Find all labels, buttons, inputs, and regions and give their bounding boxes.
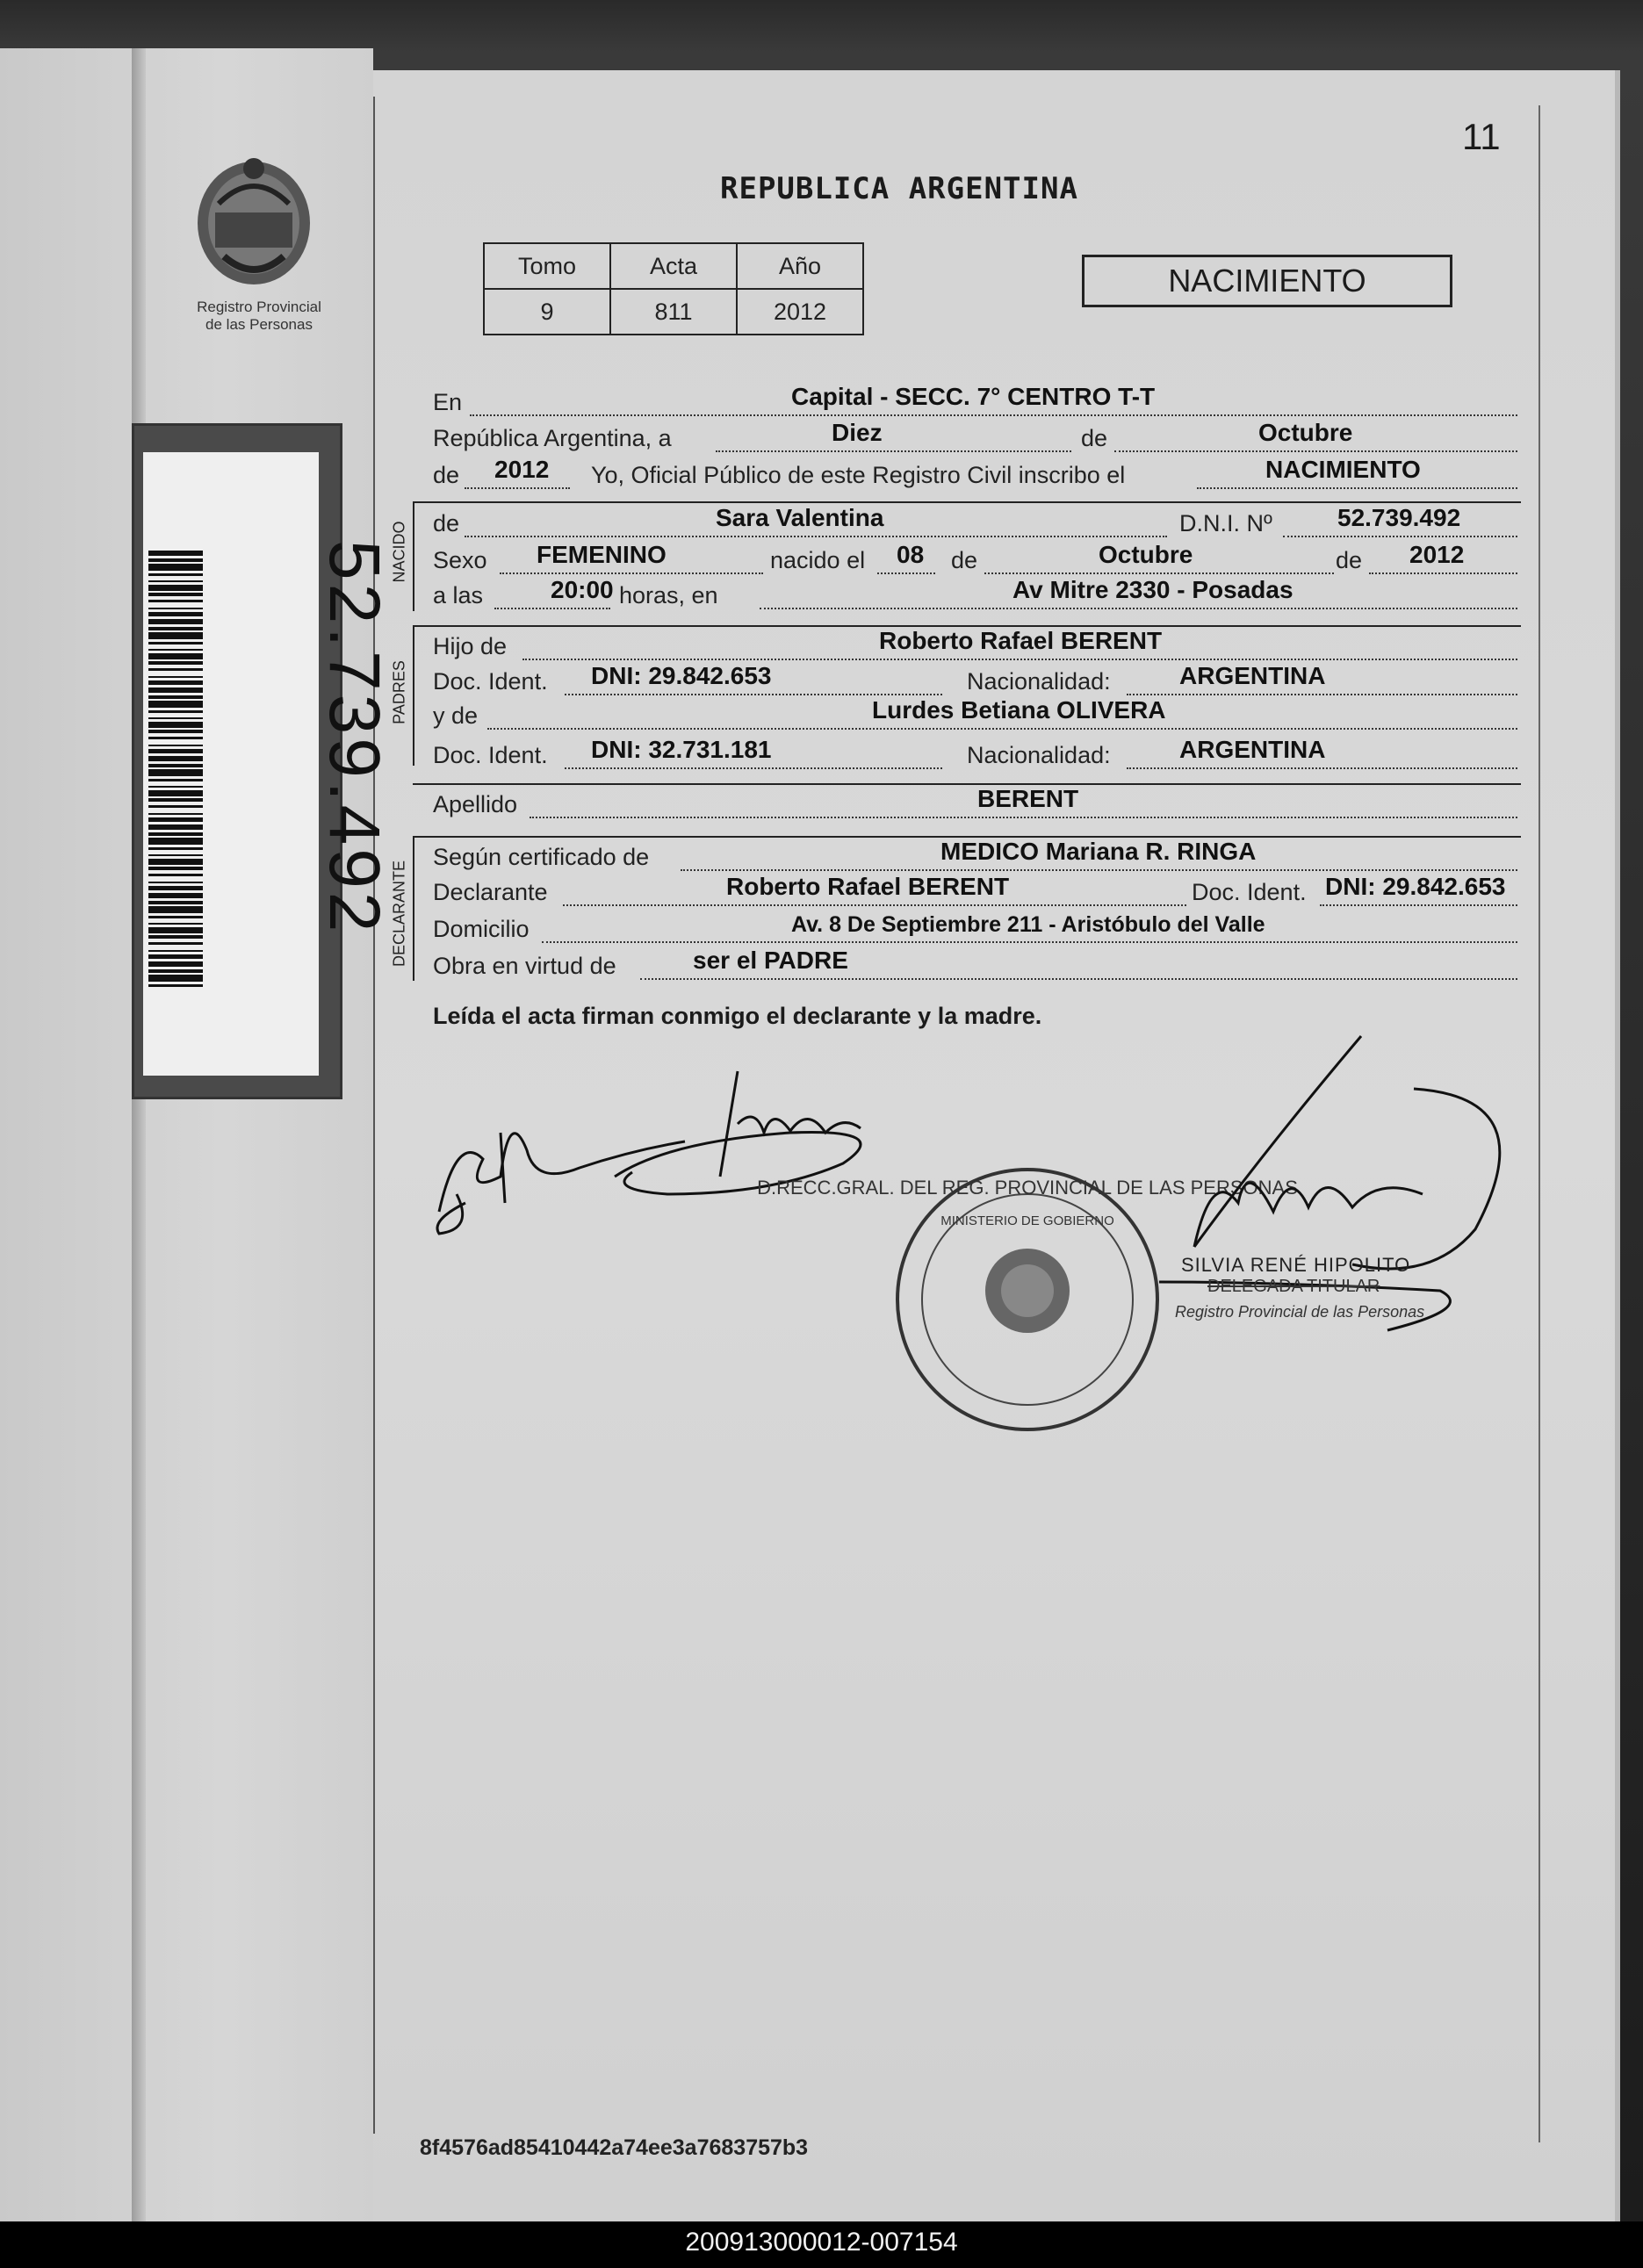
value-domicilio: Av. 8 De Septiembre 211 - Aristóbulo del Valle: [791, 912, 1265, 937]
barcode-bar: [148, 730, 203, 733]
row-mother-doc: [433, 736, 1517, 773]
value-time: 20:00: [551, 576, 614, 603]
label-doc-ident: Doc. Ident.: [433, 742, 548, 768]
signature-declarante: [437, 1133, 685, 1234]
label-segun-certificado: Según certificado de: [433, 844, 650, 870]
barcode-bar: [148, 676, 203, 678]
value-dni: 52.739.492: [1337, 504, 1461, 531]
value-father-nat: ARGENTINA: [1179, 662, 1326, 689]
dotted-line: [1114, 450, 1517, 452]
barcode-bar: [148, 649, 203, 651]
barcode-bar: [148, 786, 203, 788]
seal-inner-text: MINISTERIO DE GOBIERNO: [940, 1213, 1114, 1228]
barcode-bar: [148, 612, 203, 616]
dotted-line: [1127, 694, 1517, 695]
barcode-bar: [148, 975, 203, 982]
value-place: Capital - SECC. 7° CENTRO T-T: [791, 383, 1156, 410]
barcode-bar: [148, 942, 203, 945]
barcode-bar: [148, 737, 203, 739]
registry-header-acta: Acta: [610, 243, 737, 289]
barcode-bar: [148, 717, 203, 719]
dotted-line: [494, 608, 610, 609]
barcode-bar: [148, 619, 203, 624]
provincial-coat-of-arms-icon: [189, 151, 319, 292]
official-role: DELEGADA TITULAR: [1207, 1277, 1380, 1296]
value-mother: Lurdes Betiana OLIVERA: [872, 696, 1166, 724]
value-act: NACIMIENTO: [1265, 456, 1421, 483]
barcode-bar: [148, 722, 203, 728]
row-apellido: [433, 785, 1517, 822]
barcode-bar: [148, 701, 203, 708]
dotted-line: [465, 487, 570, 489]
barcode-bar: [148, 564, 203, 571]
dotted-line: [760, 608, 1517, 609]
barcode-bar: [148, 906, 203, 913]
value-declarante: Roberto Rafael BERENT: [726, 873, 1010, 900]
section-label-declarante: DECLARANTE: [390, 860, 408, 968]
emblem-caption-line2: de las Personas: [205, 316, 313, 333]
barcode-bar: [148, 882, 203, 883]
dotted-line: [563, 904, 1186, 906]
registry-header-tomo: Tomo: [484, 243, 610, 289]
row-certificate: [433, 838, 1517, 875]
barcode-bar: [148, 695, 203, 699]
section-label-nacido: NACIDO: [390, 521, 408, 583]
barcode-bar: [148, 756, 203, 761]
barcode-bar: [148, 859, 203, 865]
barcode-bar: [148, 935, 203, 939]
section-divider: [413, 783, 1521, 785]
value-birth-year: 2012: [1409, 541, 1465, 568]
barcode-bar: [148, 847, 203, 850]
page-number: 11: [1462, 116, 1501, 157]
label-horas: horas, en: [619, 582, 718, 608]
record-type-box: NACIMIENTO: [1082, 255, 1452, 307]
dotted-line: [1283, 536, 1517, 537]
value-obra: ser el PADRE: [693, 947, 848, 974]
value-sexo: FEMENINO: [537, 541, 667, 568]
signature-madre: [615, 1071, 861, 1194]
barcode-bar: [148, 824, 203, 830]
label-y-de: y de: [433, 702, 479, 729]
value-mother-doc: DNI: 32.731.181: [591, 736, 772, 763]
label-dni: D.N.I. Nº: [1179, 510, 1272, 536]
label-nacido-el: nacido el: [770, 547, 866, 573]
signatures-and-seal: [404, 1019, 1546, 1458]
value-father: Roberto Rafael BERENT: [879, 627, 1163, 654]
dotted-line: [1369, 572, 1517, 574]
dotted-line: [487, 728, 1517, 730]
section-side-rule: [413, 501, 414, 611]
barcode-label: [143, 452, 394, 1076]
value-mother-nat: ARGENTINA: [1179, 736, 1326, 763]
dotted-line: [1127, 767, 1517, 769]
barcode-bar: [148, 779, 203, 781]
barcode-bar: [148, 832, 203, 836]
row-name: [433, 504, 1517, 541]
value-name: Sara Valentina: [716, 504, 884, 531]
barcode-bar: [148, 798, 203, 802]
barcode-bar: [148, 838, 203, 845]
label-nacionalidad: Nacionalidad:: [967, 668, 1111, 695]
dotted-line: [500, 572, 763, 574]
label-hijo-de: Hijo de: [433, 633, 508, 659]
barcode-bar: [148, 893, 203, 898]
label-a-las: a las: [433, 582, 484, 608]
value-birth-day: 08: [897, 541, 925, 568]
dotted-line: [542, 941, 1517, 943]
value-certificate: MEDICO Mariana R. RINGA: [940, 838, 1257, 865]
registry-value-tomo: 9: [484, 289, 610, 335]
barcode-bar: [148, 961, 203, 967]
barcode-bar: [148, 769, 203, 776]
label-doc-ident: Doc. Ident.: [1192, 879, 1307, 905]
barcode-bar: [148, 950, 203, 952]
barcode-card: [132, 423, 394, 1099]
section-divider: [413, 501, 1521, 503]
label-nacionalidad: Nacionalidad:: [967, 742, 1111, 768]
row-mother: [433, 696, 1517, 733]
dotted-line: [640, 978, 1517, 980]
dotted-line: [1197, 487, 1517, 489]
registry-value-ano: 2012: [737, 289, 863, 335]
barcode-bar: [148, 867, 203, 870]
value-month: Octubre: [1258, 419, 1353, 446]
value-apellido: BERENT: [977, 785, 1079, 812]
left-binding-page: [0, 48, 373, 2221]
barcode-bar: [148, 901, 203, 904]
value-birth-month: Octubre: [1099, 541, 1193, 568]
barcode-bar: [148, 600, 203, 602]
label-domicilio: Domicilio: [433, 916, 530, 942]
barcode-bar: [148, 805, 203, 808]
label-de: de: [1081, 425, 1108, 451]
label-declarante: Declarante: [433, 879, 548, 905]
dotted-line: [470, 414, 1517, 416]
dotted-line: [716, 450, 1071, 452]
registry-value-acta: 811: [610, 289, 737, 335]
barcode-bar: [148, 551, 203, 556]
label-sexo: Sexo: [433, 547, 487, 573]
value-declarante-doc: DNI: 29.842.653: [1325, 873, 1506, 900]
label-en: En: [433, 389, 463, 415]
barcode-bar: [148, 632, 203, 639]
barcode-bar: [148, 710, 203, 713]
label-obra: Obra en virtud de: [433, 953, 616, 979]
section-label-padres: PADRES: [390, 660, 408, 724]
closing-statement: Leída el acta firman conmigo el declarante y la madre.: [433, 1003, 1042, 1029]
barcode-bar: [148, 580, 203, 582]
row-declarante: [433, 873, 1517, 910]
barcode-bar: [148, 927, 203, 933]
dotted-line: [1320, 904, 1517, 906]
row-date: [433, 419, 1517, 456]
registry-header-row: [484, 243, 863, 289]
dotted-line: [681, 869, 1517, 871]
country-title: REPUBLICA ARGENTINA: [720, 171, 1078, 206]
section-side-rule: [413, 625, 414, 766]
official-name: SILVIA RENÉ HIPOLITO: [1181, 1254, 1411, 1276]
barcode-bar: [148, 653, 203, 659]
registry-table: [483, 242, 864, 335]
value-father-doc: DNI: 29.842.653: [591, 662, 772, 689]
row-time-place: [433, 576, 1517, 613]
barcode-bar: [148, 680, 203, 685]
barcode-bar: [148, 558, 203, 562]
official-seal: [757, 1170, 1298, 1429]
official-office: Registro Provincial de las Personas: [1175, 1303, 1425, 1321]
barcode-bar: [148, 642, 203, 644]
row-domicilio: [433, 913, 1517, 947]
dotted-line: [522, 659, 1517, 660]
dotted-line: [984, 572, 1334, 574]
row-place: [433, 383, 1517, 420]
binding-strip: [132, 48, 146, 2221]
label-de-year: de: [433, 462, 460, 488]
barcode-bar: [148, 790, 203, 796]
seal-text: D.RECC.GRAL. DEL REG. PROVINCIAL DE LAS PERSONAS: [757, 1177, 1298, 1199]
label-apellido: Apellido: [433, 791, 518, 817]
barcode-bar: [148, 764, 203, 767]
row-statement: [433, 456, 1517, 493]
barcode-bar: [148, 661, 203, 665]
barcode-bar: [148, 573, 203, 576]
label-de-name: de: [433, 510, 460, 536]
label-republica: República Argentina, a: [433, 425, 672, 451]
barcode-bar: [148, 969, 203, 973]
barcode-bar: [148, 585, 203, 591]
image-id-caption: 200913000012-007154: [685, 2228, 958, 2257]
barcode-bar: [148, 608, 203, 609]
barcode-bar: [148, 813, 203, 815]
barcode-bar: [148, 745, 203, 746]
document-hash: 8f4576ad85410442a74ee3a7683757b3: [420, 2135, 809, 2160]
barcode-bar: [148, 874, 203, 876]
barcode-number: 52.739.492: [314, 540, 394, 936]
barcode-bar: [148, 817, 203, 822]
barcode-bar: [148, 854, 203, 856]
barcode-bar: [148, 668, 203, 671]
statement-text: Yo, Oficial Público de este Registro Civil inscribo el: [591, 462, 1126, 488]
barcode-bar: [148, 688, 203, 693]
barcode-bar: [148, 923, 203, 925]
barcode-bar: [148, 954, 203, 959]
section-side-rule: [413, 836, 414, 981]
dotted-line: [530, 817, 1517, 818]
dotted-line: [465, 536, 1167, 537]
value-birth-place: Av Mitre 2330 - Posadas: [1012, 576, 1294, 603]
row-sex-birth: [433, 541, 1517, 578]
row-father-doc: [433, 662, 1517, 699]
row-obra: [433, 947, 1517, 983]
dotted-line: [565, 694, 942, 695]
label-de-birth-year: de: [1336, 547, 1363, 573]
value-year: 2012: [494, 456, 550, 483]
row-father: [433, 627, 1517, 664]
registry-header-ano: Año: [737, 243, 863, 289]
barcode-icon: [148, 551, 203, 998]
barcode-bar: [148, 984, 203, 987]
barcode-bar: [148, 627, 203, 630]
dotted-line: [565, 767, 942, 769]
dotted-line: [877, 572, 935, 574]
registry-value-row: [484, 289, 863, 335]
barcode-bar: [148, 593, 203, 596]
barcode-bar: [148, 916, 203, 918]
page-margin-rule: [373, 97, 375, 2134]
emblem-caption: [171, 299, 347, 334]
barcode-bar: [148, 886, 203, 890]
label-doc-ident: Doc. Ident.: [433, 668, 548, 695]
value-day: Diez: [832, 419, 883, 446]
barcode-bar: [148, 749, 203, 753]
emblem-caption-line1: Registro Provincial: [197, 299, 321, 315]
label-de-month: de: [951, 547, 978, 573]
